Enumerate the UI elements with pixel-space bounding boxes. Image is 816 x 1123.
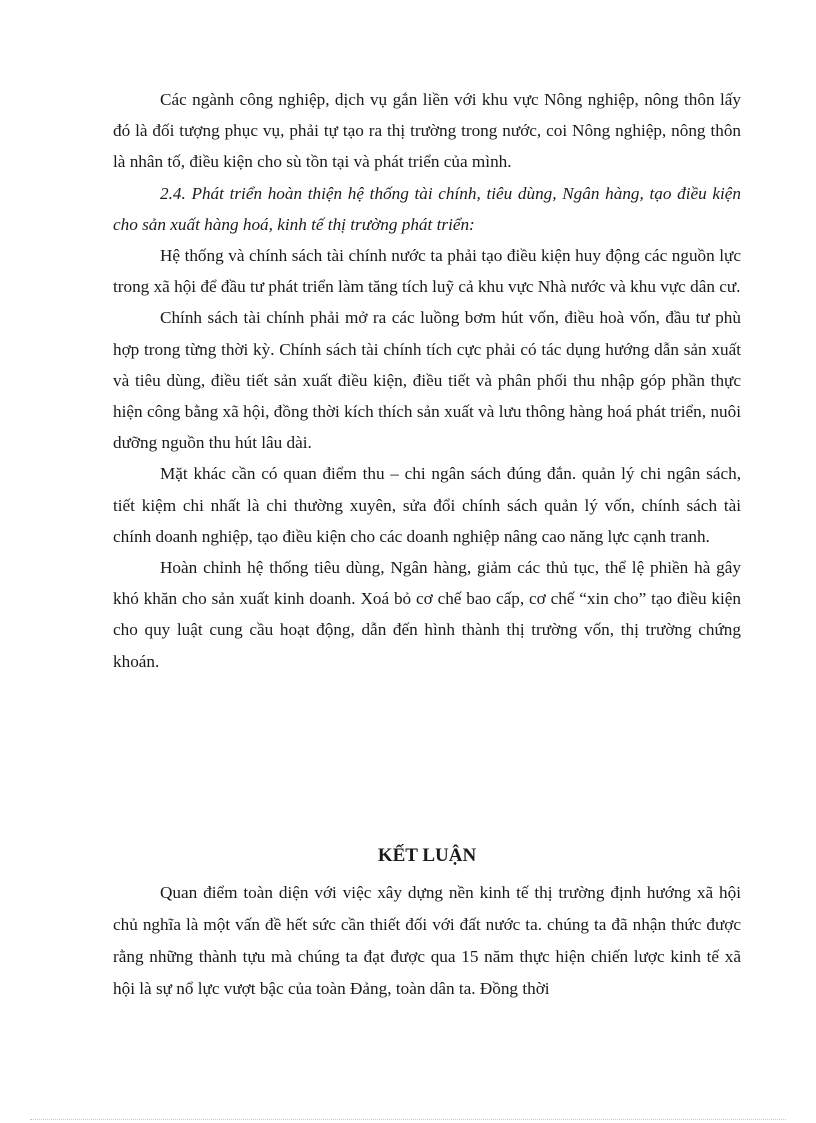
body-text bbox=[113, 84, 741, 677]
conclusion-section bbox=[113, 840, 741, 1005]
section-heading-2-4: 2.4. Phát triển hoàn thiện hệ thống tài chính, tiêu dùng, Ngân hàng, tạo điều kiện cho sản xuất hàng hoá, kinh tế thị trường phát triển: bbox=[113, 183, 741, 234]
paragraph-finance-system: Hệ thống và chính sách tài chính nước ta phải tạo điều kiện huy động các nguồn lực trong xã hội để đầu tư phát triển làm tăng tích luỹ cả khu vực Nhà nước và khu vực dân cư. bbox=[113, 246, 741, 297]
conclusion-heading: KẾT LUẬN bbox=[377, 845, 477, 866]
paragraph-finance-policy: Chính sách tài chính phải mở ra các luồng bơm hút vốn, điều hoà vốn, đầu tư phù hợp trong từng thời kỳ. Chính sách tài chính tích cực phải có tác dụng hướng dẫn sản xuất và tiêu dùng, điều tiết sản xuất điều kiện, điều tiết và phân phối thu nhập góp phần thực hiện công bằng xã hội, đồng thời kích thích sản xuất và lưu thông hàng hoá phát triển, nuôi dưỡng nguồn thu hút lâu dài. bbox=[113, 308, 741, 453]
paragraph-budget: Mặt khác cần có quan điểm thu – chi ngân sách đúng đắn. quản lý chi ngân sách, tiết kiệm chi nhất là chi thường xuyên, sửa đổi chính sách quản lý vốn, chính sách tài chính doanh nghiệp, tạo điều kiện cho các doanh nghiệp nâng cao năng lực cạnh tranh. bbox=[113, 464, 741, 546]
paragraph-banking: Hoàn chỉnh hệ thống tiêu dùng, Ngân hàng, giảm các thủ tục, thể lệ phiền hà gây khó khăn cho sản xuất kinh doanh. Xoá bỏ cơ chế bao cấp, cơ chế “xin cho” tạo điều kiện cho quy luật cung cầu hoạt động, dẫn đến hình thành thị trường vốn, thị trường chứng khoán. bbox=[113, 558, 741, 671]
page-bottom-divider bbox=[30, 1119, 786, 1120]
conclusion-paragraph: Quan điểm toàn diện với việc xây dựng nền kinh tế thị trường định hướng xã hội chủ nghĩa là một vấn đề hết sức cần thiết đối với đất nước ta. chúng ta đã nhận thức được rằng những thành tựu mà chúng ta đạt được qua 15 năm thực hiện chiến lược kinh tế xã hội là sự nổ lực vượt bậc của toàn Đảng, toàn dân ta. Đồng thời bbox=[113, 883, 741, 998]
paragraph-agriculture-industry: Các ngành công nghiệp, dịch vụ gắn liền với khu vực Nông nghiệp, nông thôn lấy đó là đối tượng phục vụ, phải tự tạo ra thị trường trong nước, coi Nông nghiệp, nông thôn là nhân tố, điều kiện cho sù tồn tại và phát triển của mình. bbox=[113, 90, 741, 172]
